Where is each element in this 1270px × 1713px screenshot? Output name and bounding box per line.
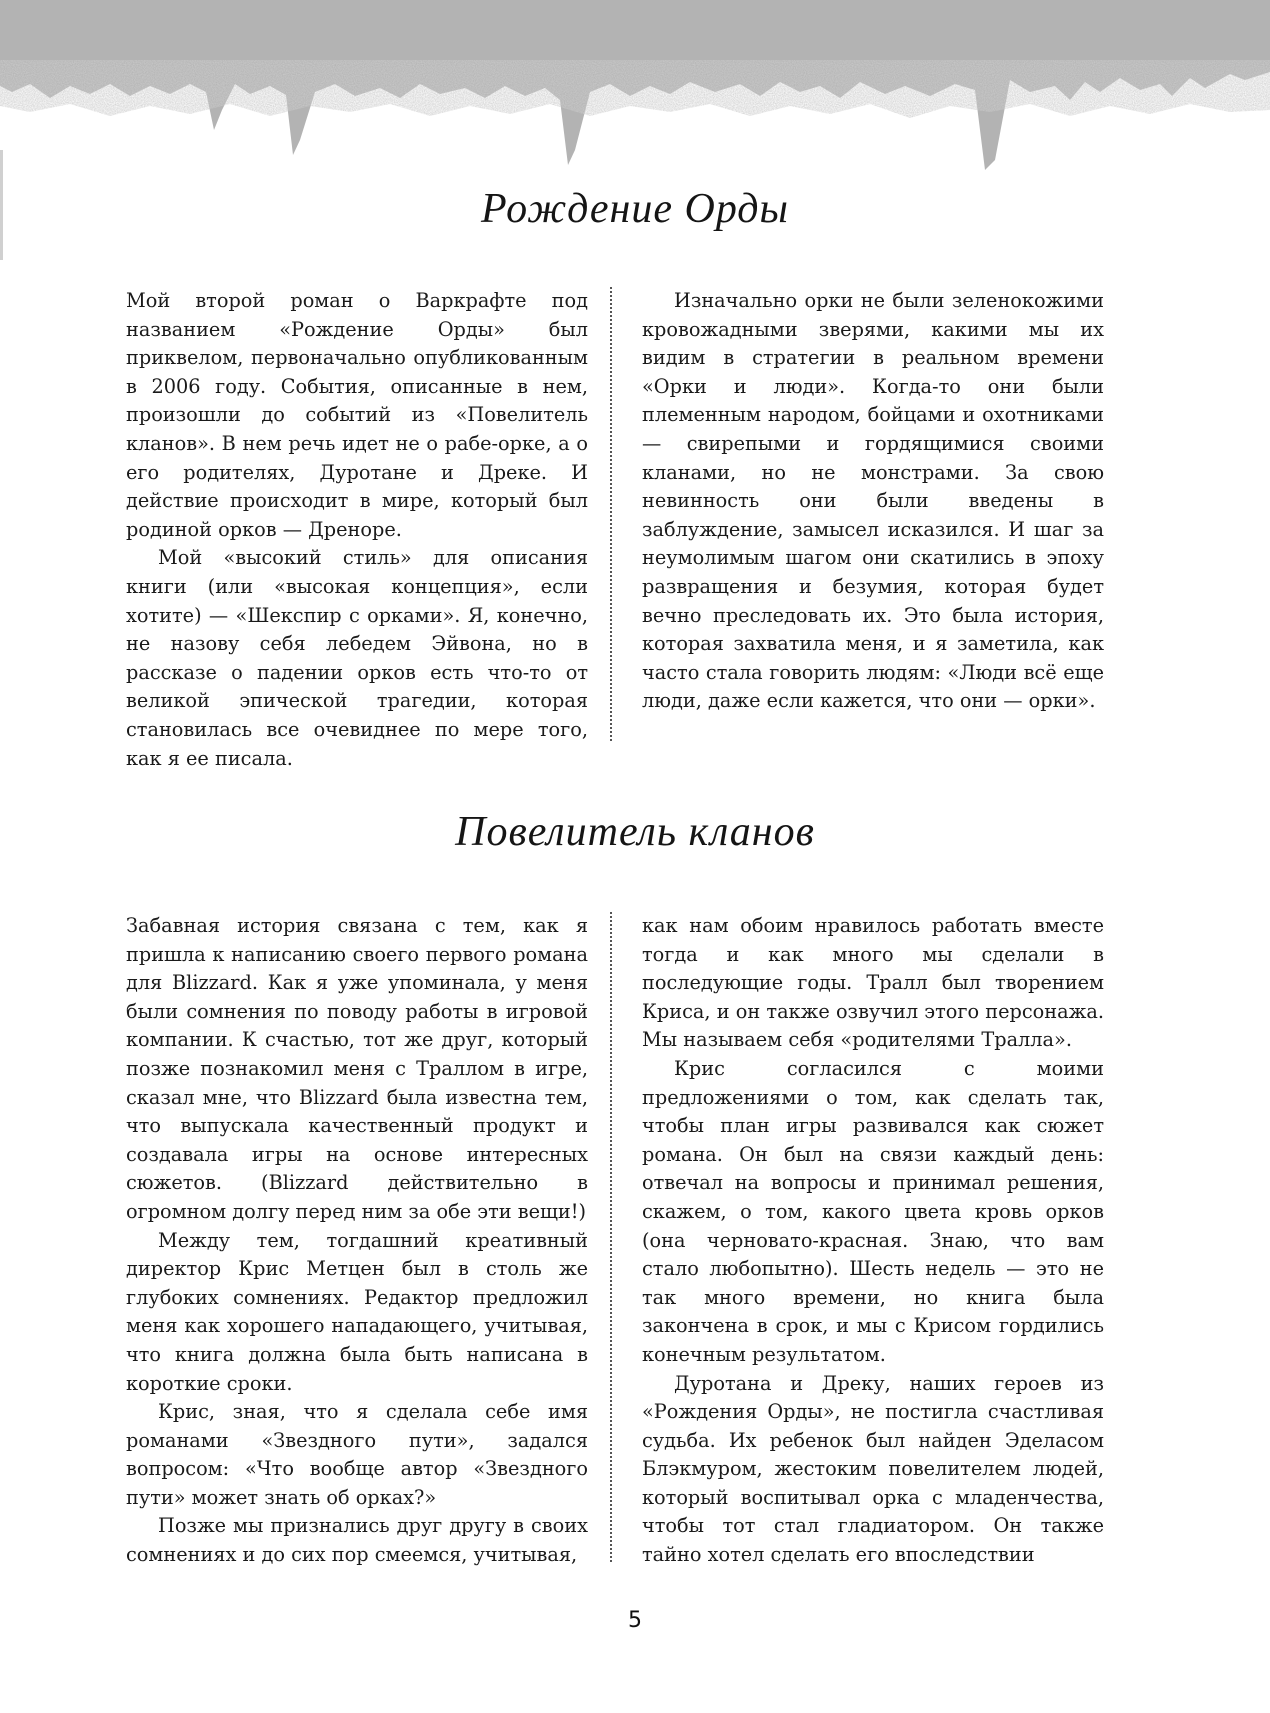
paragraph: Крис, зная, что я сделала себе имя романами «Звездного пути», задался вопросом: «Что вообще автор «Звездного пути» может знать об орках?» <box>126 1400 588 1509</box>
paragraph: Позже мы признались друг другу в своих сомнениях и до сих пор смеемся, учитывая, <box>126 1514 588 1567</box>
column-separator <box>610 912 612 1562</box>
column-right-1 <box>642 287 1104 716</box>
section-title-rozhdenie-ordy: Рождение Орды <box>480 186 789 232</box>
section-title-povelitel-klanov: Повелитель кланов <box>455 809 815 855</box>
column-right-2 <box>642 912 1104 1570</box>
paragraph: Крис согласился с моими предложениями о том, как сделать так, чтобы план игры развивался как сюжет романа. Он был на связи каждый день: отвечал на вопросы и принимал решения, скажем, о том, какого цвета кровь орков (она черновато-красная. Знаю, что вам стало любопытно). Шесть недель — это не так много времени, но книга была закончена в срок, и мы с Крисом гордились конечным результатом. <box>642 1056 1104 1366</box>
paragraph: как нам обоим нравилось работать вместе тогда и как много мы сделали в последующие годы. Тралл был творением Криса, и он также озвучил этого персонажа. Мы называем себя «родителями Тралла». <box>642 914 1104 1052</box>
paragraph: Мой «высокий стиль» для описания книги (или «высокая концепция», если хотите) — «Шекспир с орками». Я, конечно, не назову себя лебедем Эйвона, но в рассказе о падении орков есть что-то от великой эпической трагедии, которая становилась все очевиднее по мере того, как я ее писала. <box>126 546 588 770</box>
column-left-2 <box>126 912 588 1570</box>
column-separator <box>610 287 612 741</box>
paragraph: Забавная история связана с тем, как я пришла к написанию своего первого романа для Blizzard. Как я уже упоминала, у меня были сомнения по поводу работы в игровой компании. К счастью, тот же друг, который позже познакомил меня с Траллом в игре, сказал мне, что Blizzard была известна тем, что выпускала качественный продукт и создавала игры на основе интересных сюжетов. (Blizzard действительно в огромном долгу перед ним за обе эти вещи!) <box>126 914 588 1223</box>
column-left-1 <box>126 287 588 773</box>
page-number: 5 <box>628 1608 642 1633</box>
paragraph: Мой второй роман о Варкрафте под названием «Рождение Орды» был приквелом, первоначально опубликованным в 2006 году. События, описанные в нем, произошли до событий из «Повелитель кланов». В нем речь идет не о рабе-орке, а о его родителях, Дуротане и Дреке. И действие происходит в мире, который был родиной орков — Дреноре. <box>126 289 588 541</box>
paragraph: Дуротана и Дреку, наших героев из «Рождения Орды», не постигла счастливая судьба. Их ребенок был найден Эделасом Блэкмуром, жестоким повелителем людей, который воспитывал орка с младенчества, чтобы тот стал гладиатором. Он также тайно хотел сделать его впоследствии <box>642 1371 1104 1567</box>
paragraph: Изначально орки не были зеленокожими кровожадными зверями, какими мы их видим в стратегии в реальном времени «Орки и люди». Когда-то они были племенным народом, бойцами и охотниками — свирепыми и гордящимися своими кланами, но не монстрами. За свою невинность они были введены в заблуждение, замысел исказился. И шаг за неумолимым шагом они скатились в эпоху развращения и безумия, которая будет вечно преследовать их. Это была история, которая захватила меня, и я заметила, как часто стала говорить людям: «Люди всё еще люди, даже если кажется, что они — орки». <box>642 289 1104 713</box>
paragraph: Между тем, тогдашний креативный директор Крис Метцен был в столь же глубоких сомнениях. Редактор предложил меня как хорошего нападающего, учитывая, что книга должна была быть написана в короткие сроки. <box>126 1228 588 1395</box>
